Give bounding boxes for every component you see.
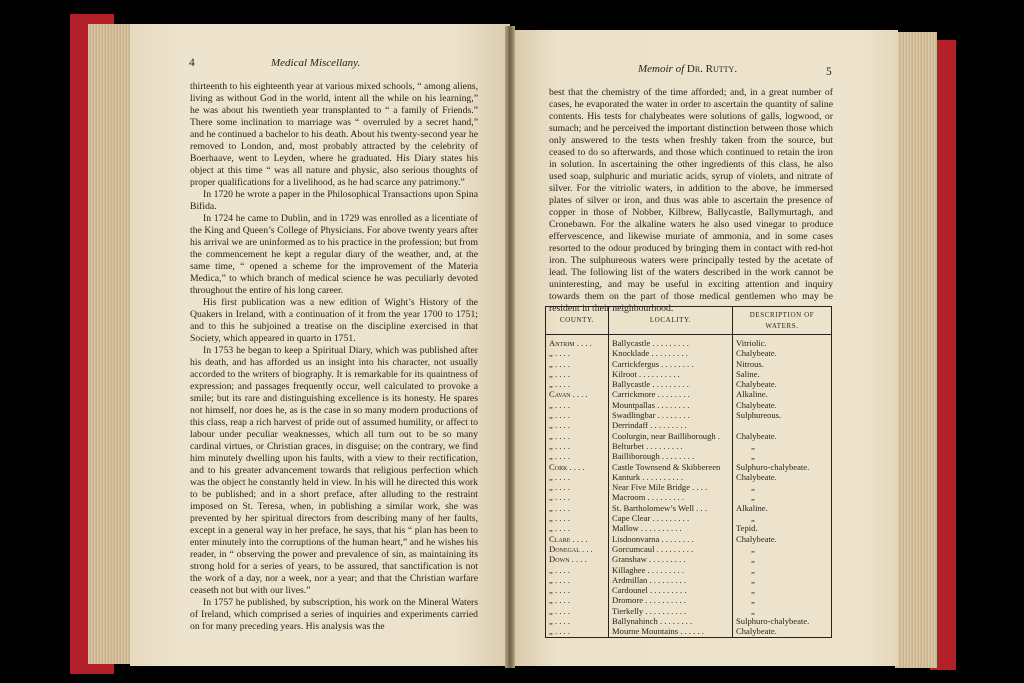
county-cell: „ . . . . bbox=[546, 503, 609, 513]
county-cell: „ . . . . bbox=[546, 431, 609, 441]
description-cell: „ bbox=[733, 595, 832, 605]
locality-cell: Mallow . . . . . . . . . . bbox=[609, 523, 733, 533]
county-cell: „ . . . . bbox=[546, 359, 609, 369]
table-row bbox=[546, 472, 832, 482]
book-gutter bbox=[505, 26, 515, 668]
description-cell: Sulphureous. bbox=[733, 410, 832, 420]
locality-cell: Ballycastle . . . . . . . . . bbox=[609, 335, 733, 349]
table-row bbox=[546, 420, 832, 430]
description-cell: Tepid. bbox=[733, 523, 832, 533]
description-cell: Chalybeate. bbox=[733, 626, 832, 637]
locality-cell: Lisdoonvarna . . . . . . . . bbox=[609, 534, 733, 544]
paragraph: best that the chemistry of the time afforded; and, in a great number of cases, he evaporated the water in order to ascertain the quantity of saline contents. His tests for chalybeates were solutions of galls, logwood, or sumach; and he perceived the important distinction between those which only answered to the tests when freshly taken from the source, but ceased to do so afterwards, and those which continued to retain the iron in solution. In ascertaining the other ingredients of this class, he also used soap, sulphuric and muriatic acids, syrup of violets, and nitrate of silver. For the vitriolic waters, in addition to the above, he immersed plates of silver or iron, and thus was able to ascertain the presence of copper in those of Nobber, Kilbrew, Ballycastle, Ballymurtagh, and Cronebawn. For the alkaline waters he also used vinegar to produce effervescence, and likewise muriate of ammonia, and in some cases resorted to the odour produced by bringing them in contact with red-hot iron. The sulphureous waters were principally tested by the acetate of lead. The following list of the waters described in the work cannot be uninteresting, and may be useful in exciting attention and inquiry towards them on the part of those medical gentlemen who may be resident in their neighbourhood. bbox=[549, 87, 833, 314]
table-body bbox=[546, 335, 832, 638]
county-cell: Cavan . . . . bbox=[546, 389, 609, 399]
table-row bbox=[546, 492, 832, 502]
description-cell: „ bbox=[733, 492, 832, 502]
table-row bbox=[546, 575, 832, 585]
locality-cell: Dromore . . . . . . . . . . bbox=[609, 595, 733, 605]
mineral-waters-table bbox=[545, 306, 832, 638]
table-header-row bbox=[546, 307, 832, 335]
description-cell: „ bbox=[733, 554, 832, 564]
paragraph: In 1753 he began to keep a Spiritual Diary, which was published after his death, and has afforded us an insight into his character, not usually accorded to the writers of biography. It is remarkable for its quaintness of expression; and passages frequently occur, well calculated to provoke a smile; but its rare and distinguishing excellence is its honesty. He spares not himself, nor does he, as is the case in so many modern productions of this class, reap a rich harvest of pride out of assumed humility, or affect to labour under peculiar weaknesses, which all turn out to be so many cardinal virtues, or Christian graces, in disguise; on the contrary, we find him minutely dwelling upon his faults, with a view to their rectification, and to his greater advancement towards that religious perfection which was the object he constantly held in view. In his will he directed this work to be published; and in a short preface, after alluding to the restraint imposed on St. Teresa, when, in publishing a similar work, she was prevented by her spiritual directors from describing many of her faults, except in a general way in her preface, he says, that his “ plan has been to enter minutely into the corruptions of the human heart,” and he wishes his reader, in “ observing the power and prevalence of sin, as maintaining its strong hold for a series of years, to be assured, that sanctification is not the work of a day, nor a week, nor a year; and that the Christian warfare ceaseth not but with our lives.” bbox=[190, 345, 478, 596]
locality-cell: Granshaw . . . . . . . . . bbox=[609, 554, 733, 564]
description-cell: „ bbox=[733, 513, 832, 523]
description-cell: Sulphuro-chalybeate. bbox=[733, 616, 832, 626]
paragraph: His first publication was a new edition of Wight’s History of the Quakers in Ireland, with a continuation of it from the year 1700 to 1751; and to this he subjoined a treatise on the discipline exercised in that Society, which appeared in quarto in 1751. bbox=[190, 297, 478, 344]
table-row bbox=[546, 534, 832, 544]
locality-cell: Carrickmore . . . . . . . . bbox=[609, 389, 733, 399]
locality-cell: Swadlingbar . . . . . . . . bbox=[609, 410, 733, 420]
running-head-prefix: Memoir of bbox=[638, 63, 685, 75]
table-row bbox=[546, 462, 832, 472]
county-cell: „ . . . . bbox=[546, 575, 609, 585]
running-head-name: Dr. Rutty. bbox=[686, 63, 738, 75]
locality-cell: St. Bartholomew’s Well . . . bbox=[609, 503, 733, 513]
locality-cell: Cardounel . . . . . . . . . bbox=[609, 585, 733, 595]
county-cell: „ . . . . bbox=[546, 513, 609, 523]
description-cell: „ bbox=[733, 441, 832, 451]
table-row bbox=[546, 595, 832, 605]
table-row bbox=[546, 441, 832, 451]
county-cell: „ . . . . bbox=[546, 379, 609, 389]
description-cell bbox=[733, 420, 832, 430]
description-cell: „ bbox=[733, 451, 832, 461]
table-row bbox=[546, 503, 832, 513]
description-cell: Alkaline. bbox=[733, 389, 832, 399]
locality-cell: Ballycastle . . . . . . . . . bbox=[609, 379, 733, 389]
description-cell: „ bbox=[733, 565, 832, 575]
left-page-body bbox=[190, 81, 478, 633]
locality-cell: Near Five Mile Bridge . . . . bbox=[609, 482, 733, 492]
county-cell: „ . . . . bbox=[546, 441, 609, 451]
paragraph: thirteenth to his eighteenth year at various mixed schools, “ among aliens, living as without God in the world, intent all the while on his learning,” he was about his twentieth year transplanted to “ a family of Friends.” There some inclination to marriage was “ overruled by a secret hand,” and he continued a bachelor to his death. About his twenty-second year he removed to London, and, most probably attracted by the celebrity of Boerhaave, went to Leyden, where he graduated. His Diary states his object at this time “ was all nature and physic, also serious thoughts of proper qualifications for a livelihood, as he had scarce any patrimony.” bbox=[190, 81, 478, 188]
description-cell: Chalybeate. bbox=[733, 472, 832, 482]
table-row bbox=[546, 379, 832, 389]
table-row bbox=[546, 585, 832, 595]
locality-cell: Ballynahinch . . . . . . . . bbox=[609, 616, 733, 626]
locality-cell: Macroom . . . . . . . . . bbox=[609, 492, 733, 502]
paragraph: In 1724 he came to Dublin, and in 1729 was enrolled as a licentiate of the King and Queen’s College of Physicians. For above twenty years after his arrival we are uninformed as to his practice in the profession; but from the commencement he kept a regular diary of the weather, and, at the same time, “ opened a scheme for the improvement of the Materia Medica,” to which branch of medical science he was peculiarly devoted throughout the entire of his long career. bbox=[190, 213, 478, 296]
county-cell: „ . . . . bbox=[546, 616, 609, 626]
page-edges-right bbox=[895, 32, 937, 668]
locality-cell: Cape Clear . . . . . . . . . bbox=[609, 513, 733, 523]
description-cell: Sulphuro-chalybeate. bbox=[733, 462, 832, 472]
table-row bbox=[546, 369, 832, 379]
locality-cell: Castle Townsend & Skibbereen bbox=[609, 462, 733, 472]
county-cell: „ . . . . bbox=[546, 410, 609, 420]
locality-cell: Kilroot . . . . . . . . . . bbox=[609, 369, 733, 379]
description-cell: Chalybeate. bbox=[733, 379, 832, 389]
county-cell: „ . . . . bbox=[546, 451, 609, 461]
paragraph: In 1757 he published, by subscription, his work on the Mineral Waters of Ireland, which comprised a series of inquiries and experiments carried on for many preceding years. His analysis was the bbox=[190, 597, 478, 632]
locality-cell: Ardmillan . . . . . . . . . bbox=[609, 575, 733, 585]
table-row bbox=[546, 513, 832, 523]
county-cell: Clare . . . . bbox=[546, 534, 609, 544]
locality-cell: Carrickfergus . . . . . . . . bbox=[609, 359, 733, 369]
table-row bbox=[546, 482, 832, 492]
county-cell: Antrim . . . . bbox=[546, 335, 609, 349]
table-row bbox=[546, 606, 832, 616]
locality-cell: Belturbet . . . . . . . . . bbox=[609, 441, 733, 451]
page-edges-left bbox=[88, 24, 130, 664]
table-row bbox=[546, 348, 832, 358]
county-cell: Cork . . . . bbox=[546, 462, 609, 472]
county-cell: Down . . . . bbox=[546, 554, 609, 564]
description-cell: Alkaline. bbox=[733, 503, 832, 513]
paragraph: In 1720 he wrote a paper in the Philosophical Transactions upon Spina Bifida. bbox=[190, 189, 478, 212]
table-row bbox=[546, 616, 832, 626]
county-cell: „ . . . . bbox=[546, 482, 609, 492]
header-county: COUNTY. bbox=[546, 307, 609, 335]
header-locality: LOCALITY. bbox=[609, 307, 733, 335]
county-cell: Donegal . . . bbox=[546, 544, 609, 554]
table-row bbox=[546, 523, 832, 533]
locality-cell: Kanturk . . . . . . . . . . bbox=[609, 472, 733, 482]
county-cell: „ . . . . bbox=[546, 626, 609, 637]
description-cell: Chalybeate. bbox=[733, 534, 832, 544]
county-cell: „ . . . . bbox=[546, 523, 609, 533]
description-cell: Vitriolic. bbox=[733, 335, 832, 349]
locality-cell: Mountpallas . . . . . . . . bbox=[609, 400, 733, 410]
table-row bbox=[546, 431, 832, 441]
table-row bbox=[546, 451, 832, 461]
locality-cell: Derrindaff . . . . . . . . . bbox=[609, 420, 733, 430]
locality-cell: Mourne Mountains . . . . . . bbox=[609, 626, 733, 637]
table-row bbox=[546, 410, 832, 420]
table-row bbox=[546, 544, 832, 554]
county-cell: „ . . . . bbox=[546, 606, 609, 616]
table-row bbox=[546, 389, 832, 399]
table-row bbox=[546, 554, 832, 564]
left-page-number: 4 bbox=[189, 57, 195, 69]
header-description: DESCRIPTION OF WATERS. bbox=[733, 307, 832, 335]
description-cell: Saline. bbox=[733, 369, 832, 379]
county-cell: „ . . . . bbox=[546, 565, 609, 575]
description-cell: Chalybeate. bbox=[733, 400, 832, 410]
description-cell: Chalybeate. bbox=[733, 431, 832, 441]
county-cell: „ . . . . bbox=[546, 400, 609, 410]
locality-cell: Coolurgin, near Bailliborough . bbox=[609, 431, 733, 441]
county-cell: „ . . . . bbox=[546, 348, 609, 358]
table-row bbox=[546, 565, 832, 575]
county-cell: „ . . . . bbox=[546, 472, 609, 482]
right-running-head bbox=[638, 63, 737, 75]
table-row bbox=[546, 400, 832, 410]
description-cell: „ bbox=[733, 585, 832, 595]
county-cell: „ . . . . bbox=[546, 369, 609, 379]
county-cell: „ . . . . bbox=[546, 595, 609, 605]
description-cell: „ bbox=[733, 544, 832, 554]
locality-cell: Knocklade . . . . . . . . . bbox=[609, 348, 733, 358]
county-cell: „ . . . . bbox=[546, 420, 609, 430]
description-cell: „ bbox=[733, 482, 832, 492]
county-cell: „ . . . . bbox=[546, 492, 609, 502]
description-cell: Nitrous. bbox=[733, 359, 832, 369]
description-cell: „ bbox=[733, 575, 832, 585]
county-cell: „ . . . . bbox=[546, 585, 609, 595]
right-page-body bbox=[549, 87, 833, 315]
locality-cell: Bailliborough . . . . . . . . bbox=[609, 451, 733, 461]
table-row bbox=[546, 626, 832, 637]
locality-cell: Tierkelly . . . . . . . . . . bbox=[609, 606, 733, 616]
table-row bbox=[546, 359, 832, 369]
left-running-head: Medical Miscellany. bbox=[271, 57, 361, 69]
description-cell: Chalybeate. bbox=[733, 348, 832, 358]
table-row bbox=[546, 335, 832, 349]
locality-cell: Gorcumcaul . . . . . . . . . bbox=[609, 544, 733, 554]
locality-cell: Killaghee . . . . . . . . . bbox=[609, 565, 733, 575]
description-cell: „ bbox=[733, 606, 832, 616]
right-page-number: 5 bbox=[826, 66, 832, 78]
